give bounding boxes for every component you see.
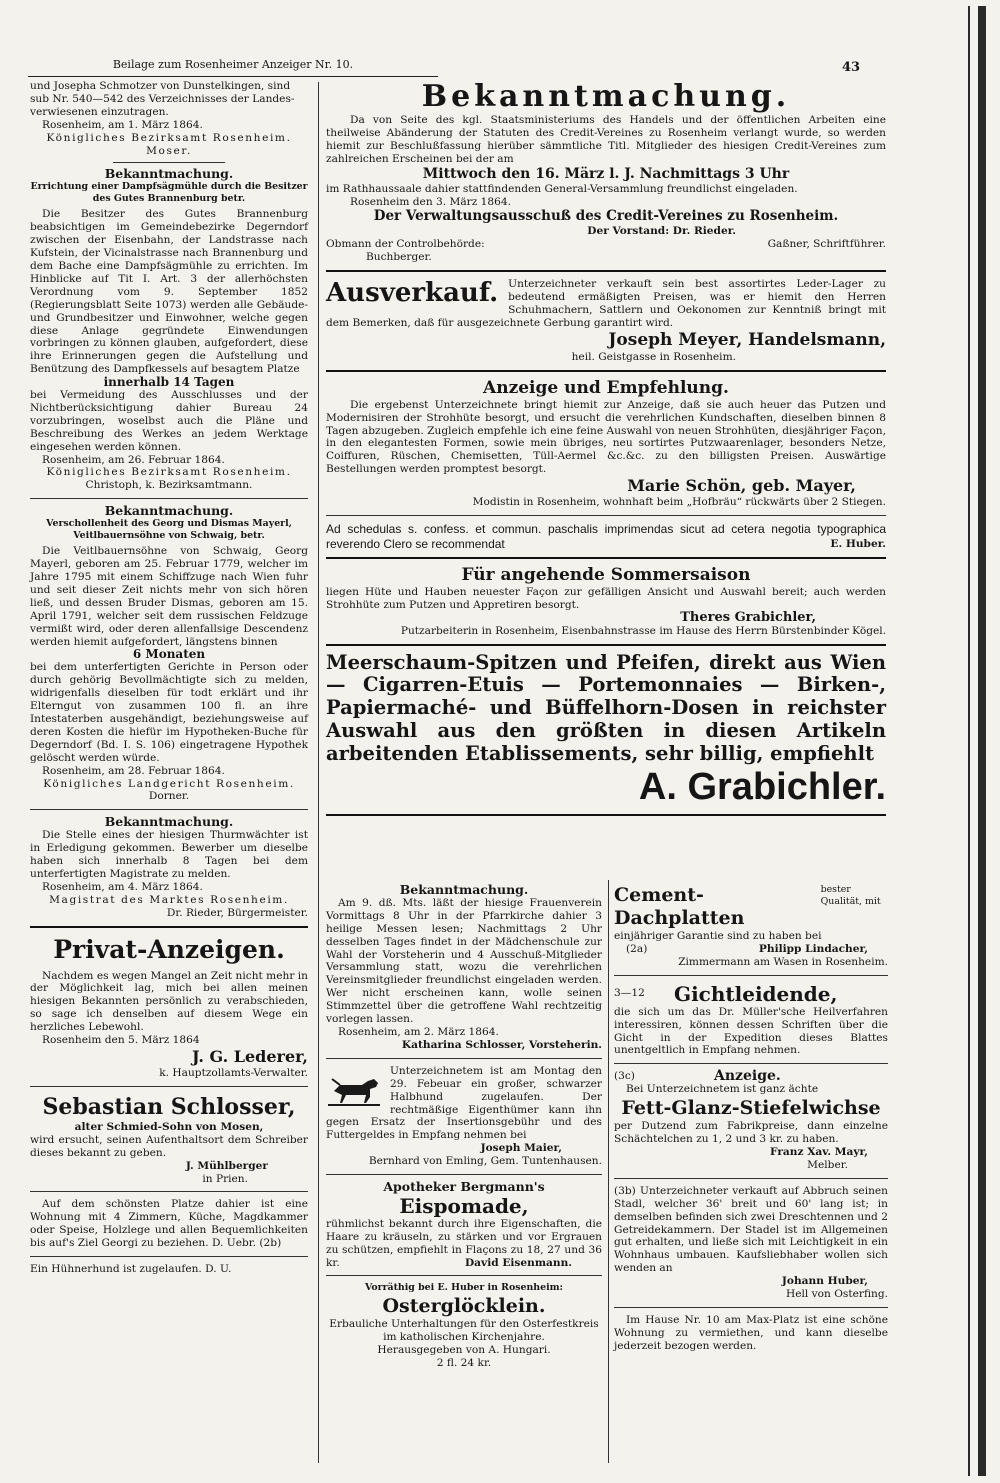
- left-column: [30, 80, 308, 1276]
- divider: [326, 1174, 602, 1175]
- notice-frauenverein: Bekanntmachung. Am 9. dß. Mts. läßt der hiesige Frauenverein Vormittags 8 Uhr in der Pfarrkirche dahier 3 heilige Messen lesen; Nachmittags 2 Uhr desselben Tages findet in der Mädchenschule zur Wahl der Vorsteherin und 4 Ausschuß-Mitglieder Versammlung statt, wozu die verehrlichen Vereinsmitglieder freundlichst eingeladen werden. Wer nicht erscheinen kann, wolle seinen Stimmzettel über die getroffene Wahl rechtzeitig vorlegen lassen. Rosenheim, am 2. März 1864. Katharina Schlosser, Vorsteherin.: [326, 882, 602, 1051]
- deadline: 6 Monaten: [132, 647, 206, 662]
- divider: [326, 1058, 602, 1059]
- section-divider: [326, 644, 886, 646]
- right-right-column: [614, 884, 888, 1353]
- advertiser-name: J. G. Lederer,: [192, 1047, 308, 1066]
- page-number: 43: [842, 60, 861, 75]
- meeting-time: Mittwoch den 16. März l. J. Nachmittags 3 Uhr: [422, 165, 790, 182]
- divider: [614, 1307, 888, 1308]
- ad-ausverkauf: Ausverkauf. Unterzeichneter verkauft sein best assortirtes Leder-Lager zu bedeutend ermäßigten Preisen, was er hiemit den Herren Schuhmachern, Sattlern und Oekonomen zur Kenntniß bringt mit dem Bemerken, daß für ausgezeichnete Gerbung garantirt wird. Joseph Meyer, Handelsmann, heil. Geistgasse in Rosenheim.: [326, 278, 886, 363]
- intro-notice: und Josepha Schmotzer von Dunstelkingen, sind sub Nr. 540—542 des Verzeichnisses der Landes- verwiesenen einzutragen. Rosenheim, am 1. März 1864. Königliches Bezirksamt Rosenheim. Moser.: [30, 80, 295, 157]
- advertiser-name: Joseph Meyer, Handelsmann,: [608, 329, 886, 350]
- ad-wohnung: Auf dem schönsten Platze dahier ist eine Wohnung mit 4 Zimmern, Küche, Magdkammer oder Speise, Holzlege und allen Bequemlichkeiten bis auf's Ziel Georgi zu beziehen. D. Uebr. (2b): [30, 1198, 308, 1250]
- divider: [113, 162, 224, 163]
- advertiser-name: Johann Huber,: [781, 1275, 868, 1288]
- ad-meerschaum: Meerschaum-Spitzen und Pfeifen, direkt aus Wien — Cigarren-Etuis — Portemonnaies — Birken-, Papiermaché- und Büffelhorn-Dosen in reichster Auswahl aus den größten in diesen Artikeln arbeitenden Etablissements, sehr billig, empfiehlt A. Grabichler.: [326, 650, 886, 808]
- divider: [326, 1275, 602, 1276]
- ad-cement-dachplatten: Cement-Dachplatten bester Qualität, mit einjähriger Garantie sind zu haben bei (2a) Philipp Lindacher, Zimmermann am Wasen in Rosenheim.: [614, 884, 888, 968]
- divider: [614, 975, 888, 976]
- advertiser-name: David Eisenmann.: [465, 1256, 572, 1269]
- ad-gichtleidende: 3—12 Gichtleidende, die sich um das Dr. Müller'sche Heilverfahren interessiren, können dessen Schriften über die Gicht in der Expedition dieses Blattes unentgeltlich in Empfang nehmen.: [614, 981, 888, 1057]
- ad-title: Gichtleidende,: [674, 981, 838, 1006]
- notice-subject: Errichtung einer Dampfsägmühle durch die Besitzer des Gutes Brannenburg betr.: [30, 181, 308, 204]
- divider: [614, 1063, 888, 1064]
- divider: [30, 809, 308, 810]
- section-divider: [326, 270, 886, 272]
- notice-title: Bekanntmachung.: [421, 79, 791, 114]
- product-name: Fett-Glanz-Stiefelwichse: [621, 1097, 881, 1120]
- notice-subject: Verschollenheit des Georg und Dismas Mayerl, Veitlbauernsöhne von Schwaig, betr.: [46, 518, 292, 541]
- ad-eispomade: Apotheker Bergmann's Eispomade, rühmlichst bekannt durch ihre Eigenschaften, die Haare zu kräuseln, zu stärken und vor Ergrauen zu schützen, empfiehlt in Flaçons zu 18, 27 und 36 kr. David Eisenmann.: [326, 1179, 602, 1269]
- advertiser-name: Franz Xav. Mayr,: [770, 1145, 868, 1158]
- advertiser-name: Marie Schön, geb. Mayer,: [627, 476, 856, 496]
- advertiser-name: E. Huber.: [830, 538, 886, 551]
- private-ads-heading: Privat-Anzeigen.: [53, 934, 285, 964]
- ad-anzeige-empfehlung: Anzeige und Empfehlung. Die ergebenst Unterzeichnete bringt hiemit zur Anzeige, daß sie auch heuer das Putzen und Modernisiren der Strohhüte besorgt, und ersucht die verehrlichen Kundschaften, dieselben binnen 8 Tagen abzugeben. Zugleich empfehle ich eine feine Auswahl von neuen Strohhüten, diesjähriger Façon, in den elegantesten Formen, sowie mein übriges, neu sortirtes Putzwaarenlager, besonders Netze, Coiffuren, Rüschen, Chemisetten, Tüll-Aermel &c.&c. zu den billigsten Preisen. Auswärtige Bestellungen werden promptest besorgt. Marie Schön, geb. Mayer, Modistin in Rosenheim, wohnhaft beim „Hofbräu“ rückwärts über 2 Stiegen.: [326, 377, 886, 509]
- divider: [30, 1191, 308, 1192]
- advertiser-name: Theres Grabichler,: [680, 609, 816, 625]
- ad-osterglocklein: Vorräthig bei E. Huber in Rosenheim: Osterglöcklein. Erbauliche Unterhaltungen für den Osterfestkreis im katholischen Kirchenjahre. Herausgegeben von A. Hungari. 2 fl. 24 kr.: [326, 1282, 602, 1369]
- divider: [614, 1178, 888, 1179]
- page-edge-bar: [978, 6, 986, 1476]
- ad-title: Für angehende Sommersaison: [461, 564, 751, 585]
- ad-title: Anzeige und Empfehlung.: [483, 377, 729, 398]
- ad-stadl-verkauf: (3b) Unterzeichneter verkauft auf Abbruch seinen Stadl, welcher 36' breit und 60' lang ist; in demselben befinden sich zwei Dreschtennen und 2 Getreidekammern. Der Stadel ist im Allgemeinen gut erhalten, und ließe sich mit Leichtigkeit in ein Wohnhaus umbauen. Kaufsliebhaber wollen sich wenden an Johann Huber, Hell von Osterfing.: [614, 1184, 889, 1301]
- divider: [30, 1256, 308, 1257]
- advertiser-name: Joseph Maier,: [480, 1142, 562, 1155]
- section-divider: [326, 557, 886, 559]
- notice-credit-verein: Bekanntmachung. Da von Seite des kgl. Staatsministeriums des Handels und der öffentlichen Arbeiten eine theilweise Abänderung der Statuten des Credit-Vereines zu Rosenheim verlangt wurde, so werden hiemit zur Beschlußfassung hierüber sämmtliche Titl. Mitglieder des hiesigen Credit-Vereines zum zahlreichen Erscheinen bei der am Mittwoch den 16. März l. J. Nachmittags 3 Uhr im Rathhaussaale dahier stattfindenden General-Versammlung freundlichst eingeladen. Rosenheim den 3. März 1864. Der Verwaltungsausschuß des Credit-Vereines zu Rosenheim. Der Vorstand: Dr. Rieder. Obmann der Controlbehörde: Gaßner, Schriftführer. Buchberger.: [326, 79, 886, 264]
- divider: [30, 498, 308, 499]
- ad-halbhund: Unterzeichnetem ist am Montag den 29. Febeuar ein großer, schwarzer Halbhund zugelaufen. Der rechtmäßige Eigenthümer kann ihn gegen Ersatz der Insertionsgebühr und des Futtergeldes in Empfang nehmen bei Joseph Maier, Bernhard von Emling, Gem. Tuntenhausen.: [326, 1064, 602, 1168]
- advertiser-name: A. Grabichler.: [638, 765, 886, 808]
- ad-lederer-farewell: Nachdem es wegen Mangel an Zeit nicht mehr in der Möglichkeit lag, mich bei allen meinen hiesigen Bekannten persönlich zu verabschieden, so sage ich denselben auf diesem Wege ein herzliches Lebewohl. Rosenheim den 5. März 1864 J. G. Lederer, k. Hauptzollamts-Verwalter.: [30, 969, 308, 1079]
- notice-title: Bekanntmachung.: [104, 166, 234, 182]
- column-rule-bottom: [608, 880, 609, 1463]
- section-divider: [326, 814, 886, 816]
- book-title: Osterglöcklein.: [382, 1294, 546, 1317]
- right-wide-column: [326, 80, 886, 822]
- section-divider: [326, 370, 886, 372]
- product-name: Eispomade,: [399, 1193, 529, 1218]
- ad-sommersaison: Für angehende Sommersaison liegen Hüte und Hauben neuester Façon zur gefälligen Ansicht und Auswahl bereit; auch werden Strohhüte zum Putzen und Appretiren besorgt. Theres Grabichler, Putzarbeiterin in Rosenheim, Eisenbahnstrasse im Hause des Herrn Bürstenbinder Kögel.: [326, 564, 886, 637]
- ad-title: Cement-Dachplatten: [614, 884, 745, 929]
- ad-stiefelwichse: (3c) Anzeige. Bei Unterzeichnetem ist ganz ächte Fett-Glanz-Stiefelwichse per Dutzend zum Fabrikpreise, dann einzelne Schächtelchen zu 1, 2 und 3 kr. zu haben. Franz Xav. Mayr, Melber.: [614, 1068, 888, 1171]
- notice-title: Bekanntmachung.: [104, 814, 234, 830]
- right-middle-column: [326, 884, 602, 1370]
- running-header: Beilage zum Rosenheimer Anzeiger Nr. 10.: [28, 58, 438, 77]
- dog-woodcut-icon: [326, 1069, 382, 1109]
- notice-title: Bekanntmachung.: [104, 503, 234, 519]
- ad-huehnerhund: Ein Hühnerhund ist zugelaufen. D. U.: [30, 1263, 232, 1276]
- notice-dampfsaegmuehle: Bekanntmachung. Errichtung einer Dampfsägmühle durch die Besitzer des Gutes Brannenburg betr. Die Besitzer des Gutes Brannenburg beabsichtigen im Gemeindebezirke Degerndorf zwischen der Eisenbahn, der Landstrasse nach Kufstein, der Vicinalstrasse nach Brannenburg und dem Bache eine Dampfsägmühle zu errichten. Im Hinblicke auf Tit I. Art. 3 der allerhöchsten Verordnung vom 9. September 1852 (Regierungsblatt Seite 1073) werden alle Gebäude- und Grundbesitzer und Einwohner, welche gegen diese Anlage gegründete Einwendungen vorbringen zu können glauben, aufgefordert, diese ihre Erinnerungen gegen die Aufstellung und Benützung des Dampfkessels auf besagtem Platze innerhalb 14 Tagen bei Vermeidung des Ausschlusses und der Nichtberücksichtigung dahier Bureau 24 vorzubringen, woselbst auch die Pläne und Beschreibung des Werkes an jedem Werktage eingesehen werden können. Rosenheim, am 26. Februar 1864. Königliches Bezirksamt Rosenheim. Christoph, k. Bezirksamtmann.: [30, 166, 308, 492]
- divider: [326, 515, 886, 516]
- ad-schlosser-search: Sebastian Schlosser, alter Schmied-Sohn von Mosen, wird ersucht, seinen Aufenthaltsort dem Schreiber dieses bekannt zu geben. J. Mühlberger in Prien.: [30, 1093, 308, 1185]
- advertiser-name: Sebastian Schlosser,: [42, 1093, 296, 1120]
- divider: [30, 1086, 308, 1087]
- notice-verschollenheit: Bekanntmachung. Verschollenheit des Georg und Dismas Mayerl, Veitlbauernsöhne von Schwaig, betr. Die Veitlbauernsöhne von Schwaig, Georg Mayerl, geboren am 25. Februar 1779, welcher im Jahre 1795 mit einem Schiffzuge nach Wien fuhr und seit dieser Zeit nichts mehr von sich hören ließ, und dessen Bruder Dismas, geboren am 15. April 1791, welcher seit dem russischen Feldzuge vermißt wird, oder deren allenfallsige Descendenz werden hiemit aufgefordert, längstens binnen 6 Monaten bei dem unterfertigten Gerichte in Person oder durch gehörig Bevollmächtigte sich zu melden, widrigenfalls dieselben für todt erklärt und ihr Elterngut von zusammen 100 fl. an ihre Intestaterben ausgehändigt, beziehungsweise auf deren Kosten die hiefür im Hypotheken-Buche für Degerndorf (Bd. I. S. 106) eingetragene Hypothek gelöscht werden würde. Rosenheim, am 28. Februar 1864. Königliches Landgericht Rosenheim. Dorner.: [30, 503, 308, 803]
- page-edge-line: [968, 6, 970, 1476]
- ad-huber-print: Ad schedulas s. confess. et commun. paschalis imprimendas sicut ad cetera negotia typographica reverendo Clero se recommendat E. Huber.: [326, 522, 886, 552]
- ad-title: Ausverkauf.: [326, 278, 499, 309]
- notice-title: Bekanntmachung.: [399, 882, 529, 897]
- section-divider: [30, 926, 308, 928]
- notice-thurmwaechter: Bekanntmachung. Die Stelle eines der hiesigen Thurmwächter ist in Erledigung gekommen. Bewerber um dieselbe haben sich innerhalb 8 Tagen bei dem unterfertigten Magistrate zu melden. Rosenheim, am 4. März 1864. Magistrat des Marktes Rosenheim. Dr. Rieder, Bürgermeister.: [30, 814, 308, 919]
- advertiser-name: Philipp Lindacher,: [758, 942, 868, 955]
- deadline: innerhalb 14 Tagen: [103, 375, 235, 390]
- ad-title: Anzeige.: [714, 1068, 781, 1085]
- ad-wohnung-maxplatz: Im Hause Nr. 10 am Max-Platz ist eine schöne Wohnung zu vermiethen, und kann dieselbe jederzeit bezogen werden.: [614, 1313, 888, 1352]
- column-rule-left: [318, 82, 319, 1463]
